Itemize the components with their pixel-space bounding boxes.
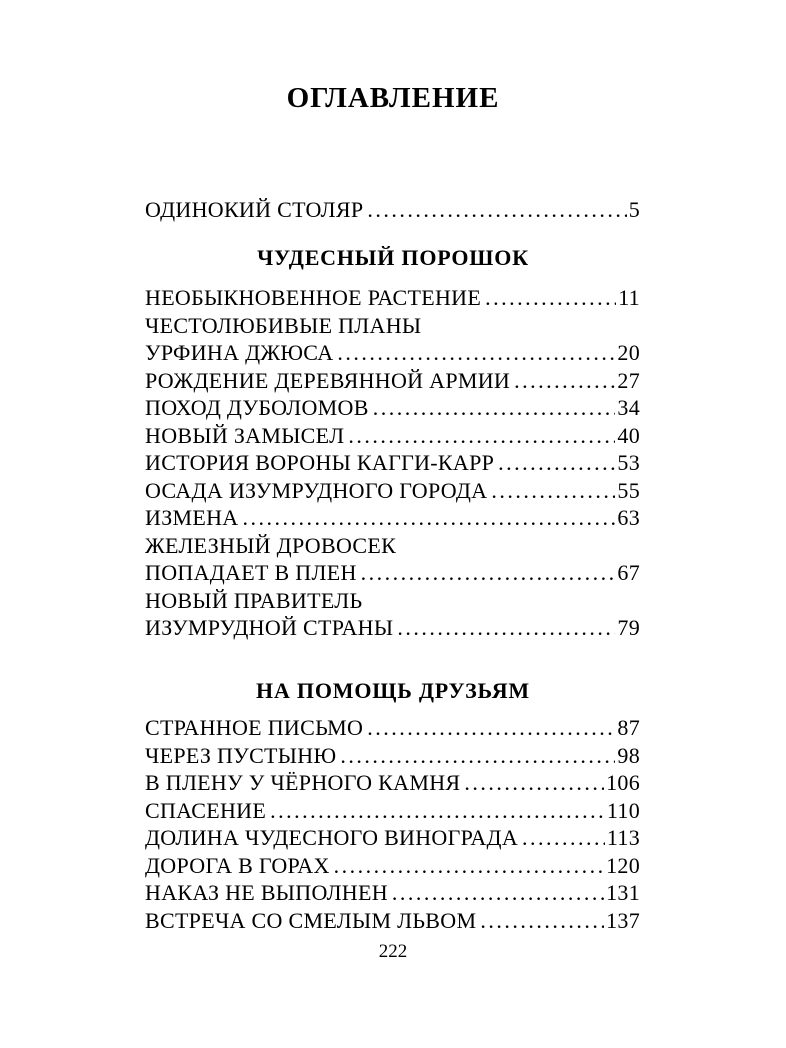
toc-entry-title: НАКАЗ НЕ ВЫПОЛНЕН (145, 880, 388, 905)
toc-entry-page: 40 (617, 422, 640, 448)
toc-entry-page: 20 (617, 340, 640, 365)
toc-entry-title: НОВЫЙ ПРАВИТЕЛЬ (145, 587, 363, 613)
toc-entry-title: ПОХОД ДУБОЛОМОВ (145, 395, 369, 420)
toc-entry-title: ДОЛИНА ЧУДЕСНОГО ВИНОГРАДА (145, 825, 519, 850)
leader-dots (518, 824, 605, 852)
toc-entry-page: 131 (606, 880, 640, 905)
toc-entry-title: ЧЕРЕЗ ПУСТЫНЮ (145, 742, 337, 768)
page-title: ОГЛАВЛЕНИЕ (286, 82, 500, 114)
leader-dots (363, 196, 626, 224)
toc-entry[interactable] (145, 714, 640, 742)
toc-entry-title: УРФИНА ДЖЮСА (145, 340, 334, 365)
toc-entry-page: 27 (617, 367, 640, 393)
toc-entry[interactable] (145, 742, 640, 770)
toc-entry-first-line[interactable] (145, 587, 640, 615)
toc-entry-title: СПАСЕНИЕ (145, 797, 267, 823)
leader-dots (357, 559, 616, 587)
toc-entry-title: ЧЕСТОЛЮБИВЫЕ ПЛАНЫ (145, 312, 422, 338)
toc-entry-title: РОЖДЕНИЕ ДЕРЕВЯННОЙ АРМИИ (145, 367, 511, 393)
toc-entry[interactable] (145, 367, 640, 395)
toc-entry-page: 110 (606, 797, 640, 823)
leader-dots (336, 742, 615, 770)
toc-entry-page: 63 (617, 505, 640, 530)
toc-entry-title: СТРАННОЕ ПИСЬМО (145, 715, 364, 740)
leader-dots (239, 504, 616, 532)
leader-dots (344, 422, 615, 450)
leader-dots (460, 769, 604, 797)
toc-entry-page: 106 (606, 770, 640, 795)
toc-entry-page: 11 (618, 285, 640, 310)
toc-entry-page: 5 (628, 197, 640, 222)
toc-entry[interactable] (145, 614, 640, 642)
leader-dots (494, 449, 615, 477)
leader-dots (266, 797, 605, 825)
toc-entry[interactable] (145, 284, 640, 312)
toc-entry-page: 53 (617, 450, 640, 475)
toc-part2 (145, 714, 640, 934)
toc-entry[interactable] (145, 339, 640, 367)
toc-part1 (145, 284, 640, 642)
leader-dots (333, 339, 615, 367)
leader-dots (476, 907, 604, 935)
toc-entry-page: 34 (617, 395, 640, 420)
toc-entry[interactable] (145, 769, 640, 797)
toc-entry[interactable] (145, 907, 640, 935)
toc-entry[interactable] (145, 824, 640, 852)
toc-entry-title: В ПЛЕНУ У ЧЁРНОГО КАМНЯ (145, 770, 461, 795)
toc-entry[interactable] (145, 879, 640, 907)
toc-entry-title: ИСТОРИЯ ВОРОНЫ КАГГИ-КАРР (145, 450, 495, 475)
leader-dots (487, 477, 615, 505)
toc-entry-page: 137 (606, 907, 640, 933)
toc-entry[interactable] (145, 852, 640, 880)
toc-intro (145, 196, 640, 224)
toc-entry-title: ВСТРЕЧА СО СМЕЛЫМ ЛЬВОМ (145, 907, 477, 933)
toc-entry-page: 79 (617, 615, 640, 640)
toc-entry-first-line[interactable] (145, 312, 640, 340)
toc-entry-page: 98 (617, 742, 640, 768)
toc-entry-title: ОСАДА ИЗУМРУДНОГО ГОРОДА (145, 477, 488, 503)
toc-entry-title: ЖЕЛЕЗНЫЙ ДРОВОСЕК (145, 532, 397, 558)
toc-entry-title: ИЗМЕНА (145, 505, 239, 530)
leader-dots (510, 367, 615, 395)
toc-entry-page: 87 (617, 715, 640, 740)
toc-entry-page: 55 (617, 477, 640, 503)
toc-entry[interactable] (145, 394, 640, 422)
toc-entry[interactable] (145, 477, 640, 505)
page-number: 222 (378, 941, 408, 962)
section-title-part1: ЧУДЕСНЫЙ ПОРОШОК (257, 245, 529, 270)
leader-dots (363, 714, 615, 742)
toc-entry-first-line[interactable] (145, 532, 640, 560)
toc-entry-title: НЕОБЫКНОВЕННОЕ РАСТЕНИЕ (145, 285, 482, 310)
toc-entry-title: ИЗУМРУДНОЙ СТРАНЫ (145, 615, 394, 640)
toc-entry[interactable] (145, 449, 640, 477)
toc-entry-page: 67 (617, 560, 640, 585)
toc-entry-title: ДОРОГА В ГОРАХ (145, 852, 330, 878)
toc-entry-title: ОДИНОКИЙ СТОЛЯР (145, 197, 364, 222)
leader-dots (388, 879, 604, 907)
toc-entry[interactable] (145, 504, 640, 532)
toc-entry-title: НОВЫЙ ЗАМЫСЕЛ (145, 422, 345, 448)
toc-entry[interactable] (145, 797, 640, 825)
leader-dots (481, 284, 616, 312)
leader-dots (330, 852, 604, 880)
toc-entry-page: 120 (606, 852, 640, 878)
toc-entry-page: 113 (606, 825, 640, 850)
section-title-part2: НА ПОМОЩЬ ДРУЗЬЯМ (256, 678, 530, 703)
leader-dots (369, 394, 616, 422)
toc-entry[interactable] (145, 196, 640, 224)
toc-entry[interactable] (145, 559, 640, 587)
leader-dots (393, 614, 615, 642)
toc-entry[interactable] (145, 422, 640, 450)
toc-entry-title: ПОПАДАЕТ В ПЛЕН (145, 560, 357, 585)
